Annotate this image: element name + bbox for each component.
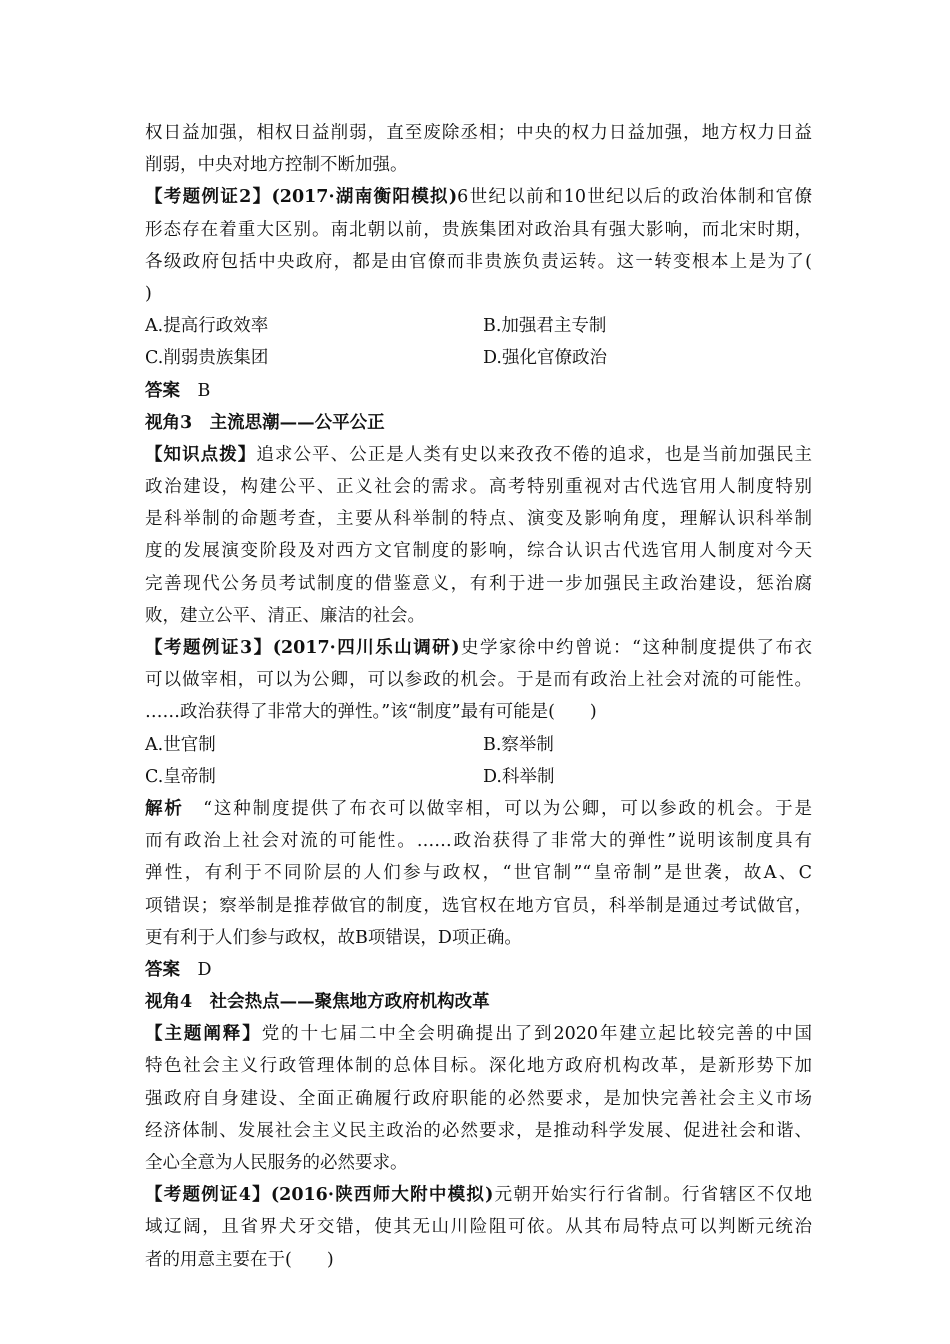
- section-heading: 视角4 社会热点——聚焦地方政府机构改革: [145, 992, 490, 1013]
- option-d: D.强化官僚政治: [483, 348, 607, 369]
- text-line: 更有利于人们参与政权，故B项错误，D项正确。: [145, 927, 522, 948]
- options-row: [145, 342, 812, 374]
- question-text: 6世纪以前和10世纪以后的政治体制和官僚: [457, 187, 812, 208]
- text-line: 可以做宰相，可以为公卿，可以参政的机会。于是而有政治上社会对流的可能性。: [145, 670, 812, 691]
- option-a: A.提高行政效率: [145, 316, 269, 337]
- text-line: 域辽阔，且省界犬牙交错，使其无山川险阻可依。从其布局特点可以判断元统治: [145, 1217, 812, 1238]
- question-text: 史学家徐中约曾说：“这种制度提供了布衣: [459, 638, 812, 658]
- text-line: 政治建设，构建公平、正义社会的需求。高考特别重视对古代选官用人制度特别: [145, 477, 812, 498]
- section-heading: 视角3 主流思潮——公平公正: [145, 412, 385, 433]
- question-source: (2017·四川乐山调研): [272, 638, 460, 658]
- question-source: (2016·陕西师大附中模拟): [270, 1185, 494, 1206]
- text-line: 项错误；察举制是推荐做官的制度，选官权在地方官员，科举制是通过考试做官，: [145, 895, 812, 916]
- text-line: 度的发展演变阶段及对西方文官制度的影响，综合认识古代选官用人制度对今天: [145, 541, 812, 562]
- answer-line: [145, 375, 812, 407]
- analysis-line: [145, 793, 812, 825]
- question-text: 元朝开始实行行省制。行省辖区不仅地: [493, 1185, 813, 1206]
- text-run: 追求公平、公正是人类有史以来孜孜不倦的追求，也是当前加强民主: [256, 444, 812, 465]
- question-source: (2017·湖南衡阳模拟): [271, 187, 458, 208]
- text-line: 而有政治上社会对流的可能性。……政治获得了非常大的弹性”说明该制度具有: [145, 831, 812, 852]
- text-line: ): [145, 283, 152, 304]
- section-tag: 【知识点拨】: [145, 444, 257, 465]
- text-line: ……政治获得了非常大的弹性。”该“制度”最有可能是( ): [145, 702, 597, 723]
- text-line: 各级政府包括中央政府，都是由官僚而非贵族负责运转。这一转变根本上是为了(: [145, 251, 812, 272]
- question-3-stem: [145, 632, 812, 664]
- text-line: 弹性，有利于不同阶层的人们参与政权，“世官制”“皇帝制”是世袭，故A、C: [145, 863, 812, 884]
- answer-value: D: [197, 959, 212, 980]
- text-line: 特色社会主义行政管理体制的总体目标。深化地方政府机构改革，是新形势下加: [145, 1056, 812, 1077]
- text-line: 形态存在着重大区别。南北朝以前，贵族集团对政治具有强大影响，而北宋时期，: [145, 219, 812, 240]
- text-line: 完善现代公务员考试制度的借鉴意义，有利于进一步加强民主政治建设，惩治腐: [145, 573, 812, 594]
- options-row: [145, 729, 812, 761]
- option-b: B.加强君主专制: [483, 316, 607, 337]
- text-line: 者的用意主要在于( ): [145, 1249, 334, 1270]
- answer-line: [145, 954, 812, 986]
- options-row: [145, 761, 812, 793]
- question-tag: 【考题例证4】: [145, 1185, 271, 1206]
- options-row: [145, 310, 812, 342]
- text-line: 败，建立公平、清正、廉洁的社会。: [145, 605, 425, 626]
- text-line: 全心全意为人民服务的必然要求。: [145, 1153, 408, 1173]
- answer-label: 答案: [145, 959, 180, 980]
- text-line: 强政府自身建设、全面正确履行政府职能的必然要求，是加快完善社会主义市场: [145, 1088, 812, 1109]
- option-c: C.皇帝制: [145, 766, 216, 787]
- theme-explanation: [145, 1018, 812, 1050]
- option-c: C.削弱贵族集团: [145, 348, 269, 369]
- answer-value: B: [197, 380, 211, 401]
- option-a: A.世官制: [145, 734, 216, 755]
- text-line: 削弱，中央对地方控制不断加强。: [145, 155, 408, 176]
- text-line: 权日益加强，相权日益削弱，直至废除丞相；中央的权力日益加强，地方权力日益: [145, 123, 812, 143]
- analysis-label: 解析: [145, 798, 184, 819]
- document-page: [145, 117, 812, 1276]
- text-line: 是科举制的命题考查，主要从科举制的特点、演变及影响角度，理解认识科举制: [145, 509, 812, 530]
- analysis-text: “这种制度提供了布衣可以做宰相，可以为公卿，可以参政的机会。于是: [203, 798, 813, 819]
- question-2-stem: [145, 181, 812, 213]
- question-4-stem: [145, 1179, 812, 1211]
- text-line: 经济体制、发展社会主义民主政治的必然要求，是推动科学发展、促进社会和谐、: [145, 1120, 812, 1141]
- section-tag: 【主题阐释】: [145, 1024, 262, 1045]
- question-tag: 【考题例证3】: [145, 638, 273, 658]
- knowledge-tip: [145, 439, 812, 471]
- question-tag: 【考题例证2】: [145, 187, 272, 208]
- text-run: 党的十七届二中全会明确提出了到2020年建立起比较完善的中国: [261, 1024, 812, 1045]
- option-b: B.察举制: [483, 734, 554, 755]
- option-d: D.科举制: [483, 766, 555, 787]
- answer-label: 答案: [145, 380, 180, 401]
